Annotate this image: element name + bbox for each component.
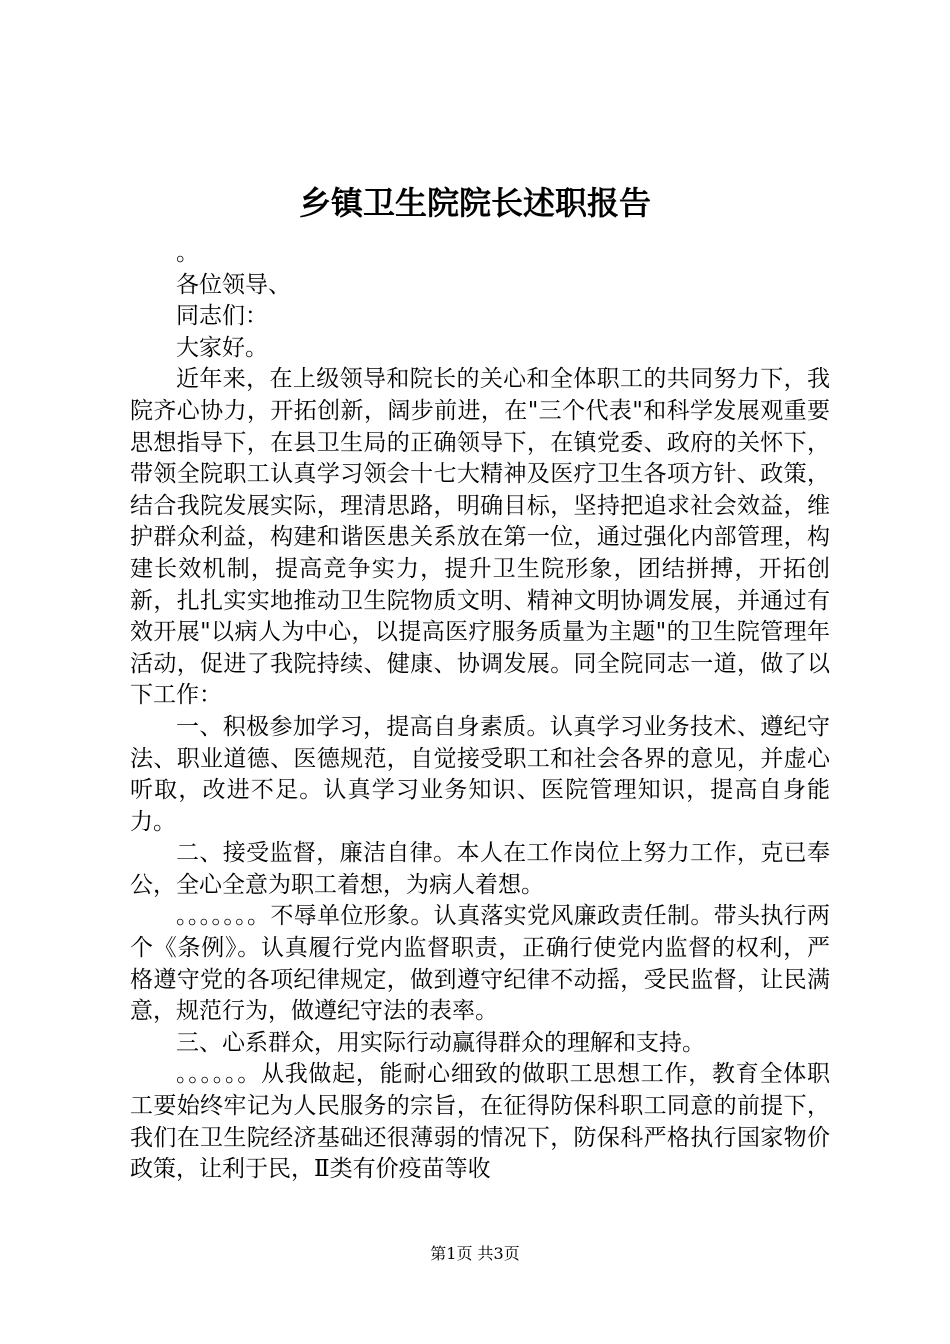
paragraph: 。 <box>176 240 199 266</box>
paragraph: 近年来，在上级领导和院长的关心和全体职工的共同努力下，我院齐心协力，开拓创新，阔步前进，在"三个代表"和科学发展观重要思想指导下，在县卫生局的正确领导下，在镇党委、政府的关怀下，带领全院职工认真学习领会十七大精神及医疗卫生各项方针、政策，结合我院发展实际，理清思路，明确目标，坚持把追求社会效益，维护群众利益，构建和谐医患关系放在第一位，通过强化内部管理，构建长效机制，提高竞争实力，提升卫生院形象，团结拼搏，开拓创新，扎扎实实地推动卫生院物质文明、精神文明协调发展，并通过有效开展"以病人为中心，以提高医疗服务质量为主题"的卫生院管理年活动，促进了我院持续、健康、协调发展。同全院同志一道，做了以下工作： <box>130 366 830 709</box>
paragraph: 一、积极参加学习，提高自身素质。认真学习业务技术、遵纪守法、职业道德、医德规范，自觉接受职工和社会各界的意见，并虚心听取，改进不足。认真学习业务知识、医院管理知识，提高自身能力。 <box>130 713 830 835</box>
document-body <box>130 238 830 1186</box>
paragraph: 。。。。。。从我做起，能耐心细致的做职工思想工作，教育全体职工要始终牢记为人民服务的宗旨，在征得防保科职工同意的前提下，我们在卫生院经济基础还很薄弱的情况下，防保科严格执行国家物价政策，让利于民，Ⅱ类有价疫苗等收 <box>130 1061 830 1183</box>
paragraph: 二、接受监督，廉洁自律。本人在工作岗位上努力工作，克已奉公，全心全意为职工着想，为病人着想。 <box>130 840 830 898</box>
paragraph: 同志们： <box>176 303 268 330</box>
paragraph: 各位领导、 <box>176 271 291 298</box>
paragraph: 三、心系群众，用实际行动赢得群众的理解和支持。 <box>176 1029 705 1056</box>
paragraph: 。。。。。。。不辱单位形象。认真落实党风廉政责任制。带头执行两个《条例》。认真履行党内监督职责，正确行使党内监督的权利，严格遵守党的各项纪律规定，做到遵守纪律不动摇，受民监督，让民满意，规范行为，做遵纪守法的表率。 <box>130 903 830 1025</box>
document-title: 乡镇卫生院院长述职报告 <box>298 184 651 222</box>
page-footer: 第1页 共3页 <box>430 1244 520 1263</box>
paragraph: 大家好。 <box>176 334 268 361</box>
